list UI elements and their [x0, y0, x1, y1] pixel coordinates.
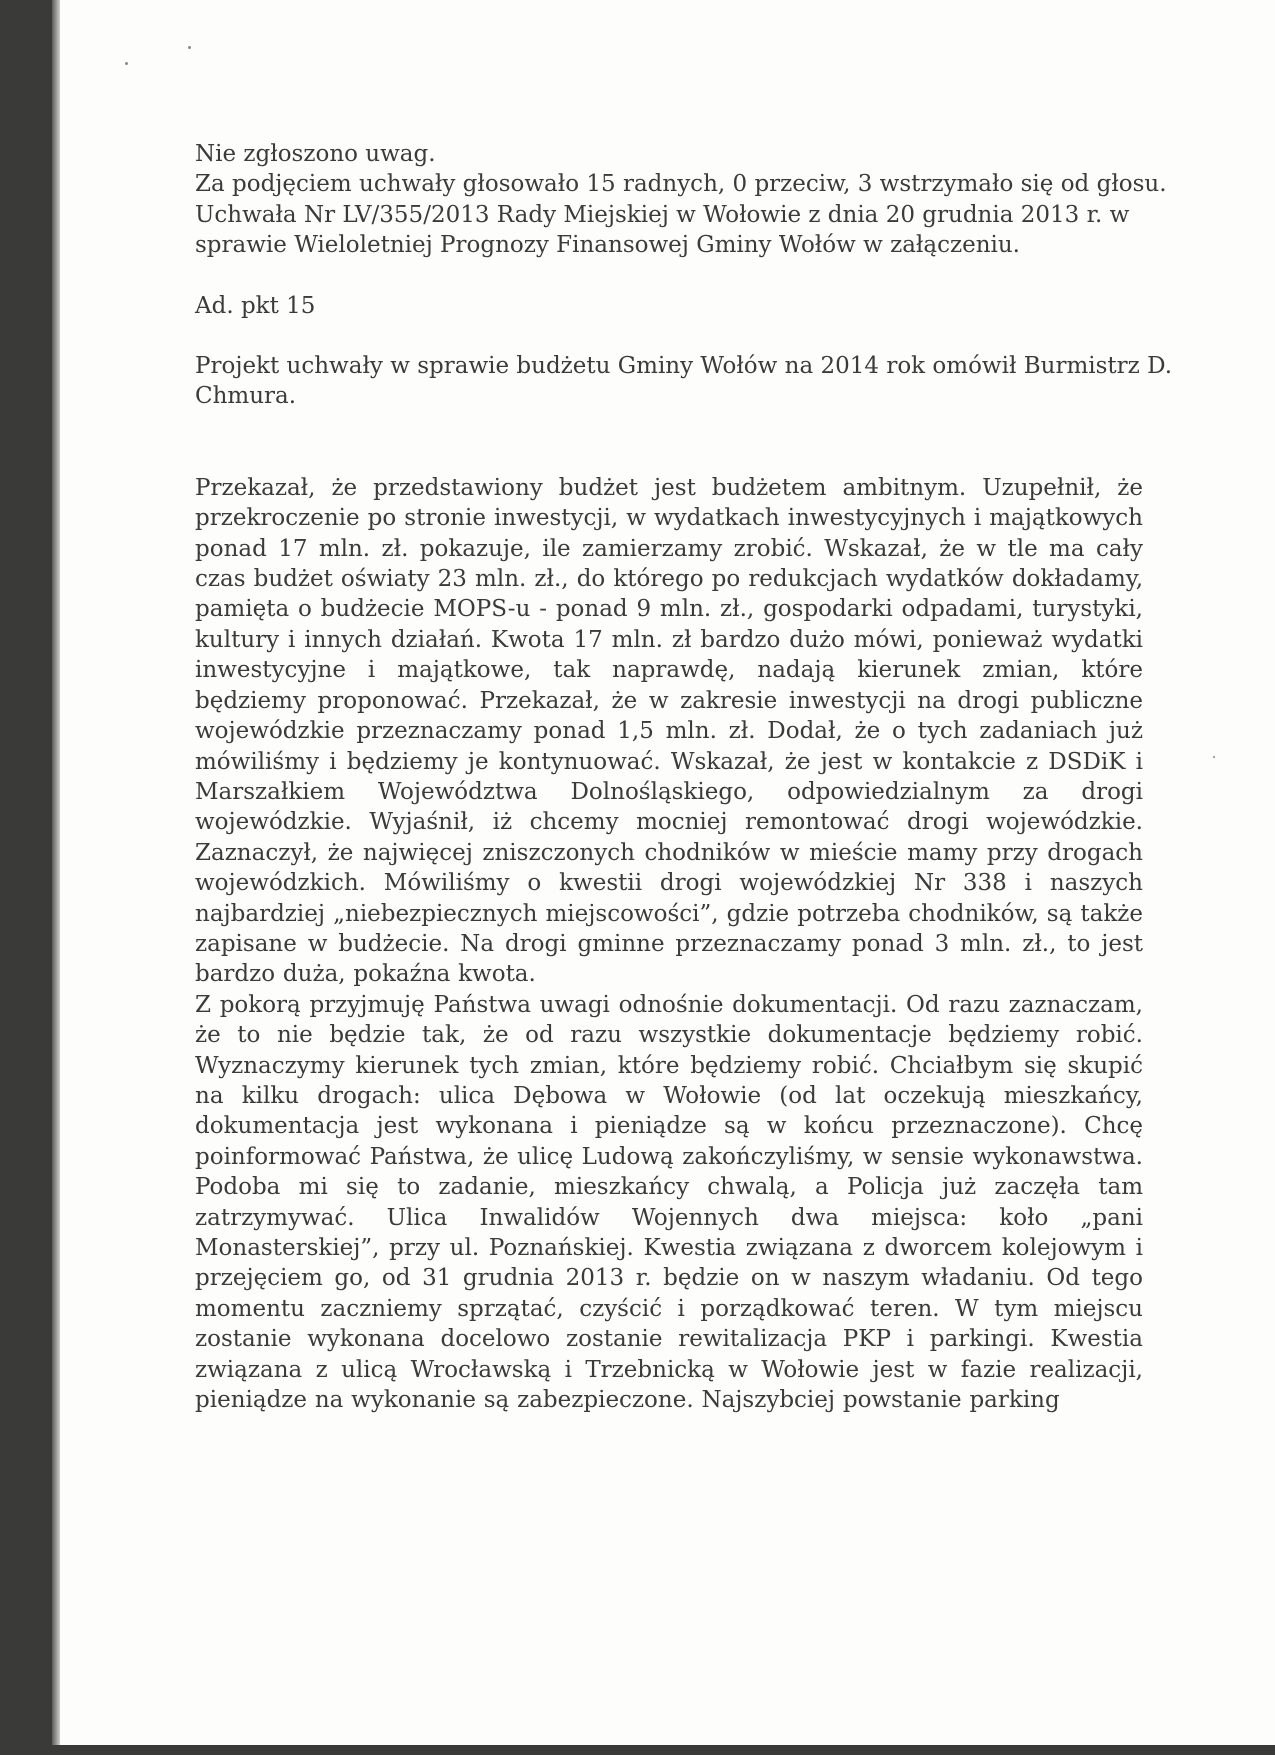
project-intro-line-continued: Chmura.	[195, 383, 297, 410]
scan-border-left	[0, 0, 58, 1755]
scan-speck	[188, 46, 191, 49]
resolution-line: Uchwała Nr LV/355/2013 Rady Miejskiej w Wołowie z dnia 20 grudnia 2013 r. w	[195, 201, 1130, 228]
project-intro-line: Projekt uchwały w sprawie budżetu Gminy Wołów na 2014 rok omówił Burmistrz D.	[195, 353, 1173, 380]
document-body	[195, 139, 1173, 1415]
scan-speck	[125, 62, 128, 65]
resolution-line-continued: sprawie Wieloletniej Prognozy Finansowej Gminy Wołów w załączeniu.	[195, 232, 1020, 259]
scan-speck	[1213, 756, 1215, 758]
scan-border-shadow	[52, 0, 60, 1755]
body-paragraph-2: Z pokorą przyjmuję Państwa uwagi odnośnie dokumentacji. Od razu zaznaczam, że to nie będzie tak, że od razu wszystkie dokumentacje będziemy robić. Wyznaczymy kierunek tych zmian, które będziemy robić. Chciałbym się skupić na kilku drogach: ulica Dębowa w Wołowie (od lat oczekują mieszkańcy, dokumentacja jest wykonana i pieniądze są w końcu przeznaczone). Chcę poinformować Państwa, że ulicę Ludową zakończyliśmy, w sensie wykonawstwa. Podoba mi się to zadanie, mieszkańcy chwalą, a Policja już zaczęła tam zatrzymywać. Ulica Inwalidów Wojennych dwa miejsca: koło „pani Monasterskiej”, przy ul. Poznańskiej. Kwestia związana z dworcem kolejowym i przejęciem go, od 31 grudnia 2013 r. będzie on w naszym władaniu. Od tego momentu zaczniemy sprzątać, czyścić i porządkować teren. W tym miejscu zostanie wykonana docelowo zostanie rewitalizacja PKP i parkingi. Kwestia związana z ulicą Wrocławską i Trzebnicką w Wołowie jest w fazie realizacji, pieniądze na wykonanie są zabezpieczone. Najszybciej powstanie parking	[195, 991, 1143, 1414]
scan-border-bottom	[0, 1745, 1275, 1755]
body-paragraph-1: Przekazał, że przedstawiony budżet jest budżetem ambitnym. Uzupełnił, że przekroczenie po stronie inwestycji, w wydatkach inwestycyjnych i majątkowych ponad 17 mln. zł. pokazuje, ile zamierzamy zrobić. Wskazał, że w tle ma cały czas budżet oświaty 23 mln. zł., do którego po redukcjach wydatków dokładamy, pamięta o budżecie MOPS-u - ponad 9 mln. zł., gospodarki odpadami, turystyki, kultury i innych działań. Kwota 17 mln. zł bardzo dużo mówi, ponieważ wydatki inwestycyjne i majątkowe, tak naprawdę, nadają kierunek zmian, które będziemy proponować. Przekazał, że w zakresie inwestycji na drogi publiczne wojewódzkie przeznaczamy ponad 1,5 mln. zł. Dodał, że o tych zadaniach już mówiliśmy i będziemy je kontynuować. Wskazał, że jest w kontakcie z DSDiK i Marszałkiem Województwa Dolnośląskiego, odpowiedzialnym za drogi wojewódzkie. Wyjaśnił, iż chcemy mocniej remontować drogi wojewódzkie. Zaznaczył, że najwięcej zniszczonych chodników w mieście mamy przy drogach wojewódzkich. Mówiliśmy o kwestii drogi wojewódzkiej Nr 338 i naszych najbardziej „niebezpiecznych miejscowości”, gdzie potrzeba chodników, są także zapisane w budżecie. Na drogi gminne przeznaczamy ponad 3 mln. zł., to jest bardzo duża, pokaźna kwota.	[195, 474, 1143, 988]
vote-result-line: Za podjęciem uchwały głosowało 15 radnych, 0 przeciw, 3 wstrzymało się od głosu.	[195, 171, 1167, 198]
agenda-item-heading: Ad. pkt 15	[195, 292, 316, 319]
no-remarks-line: Nie zgłoszono uwag.	[195, 141, 436, 167]
